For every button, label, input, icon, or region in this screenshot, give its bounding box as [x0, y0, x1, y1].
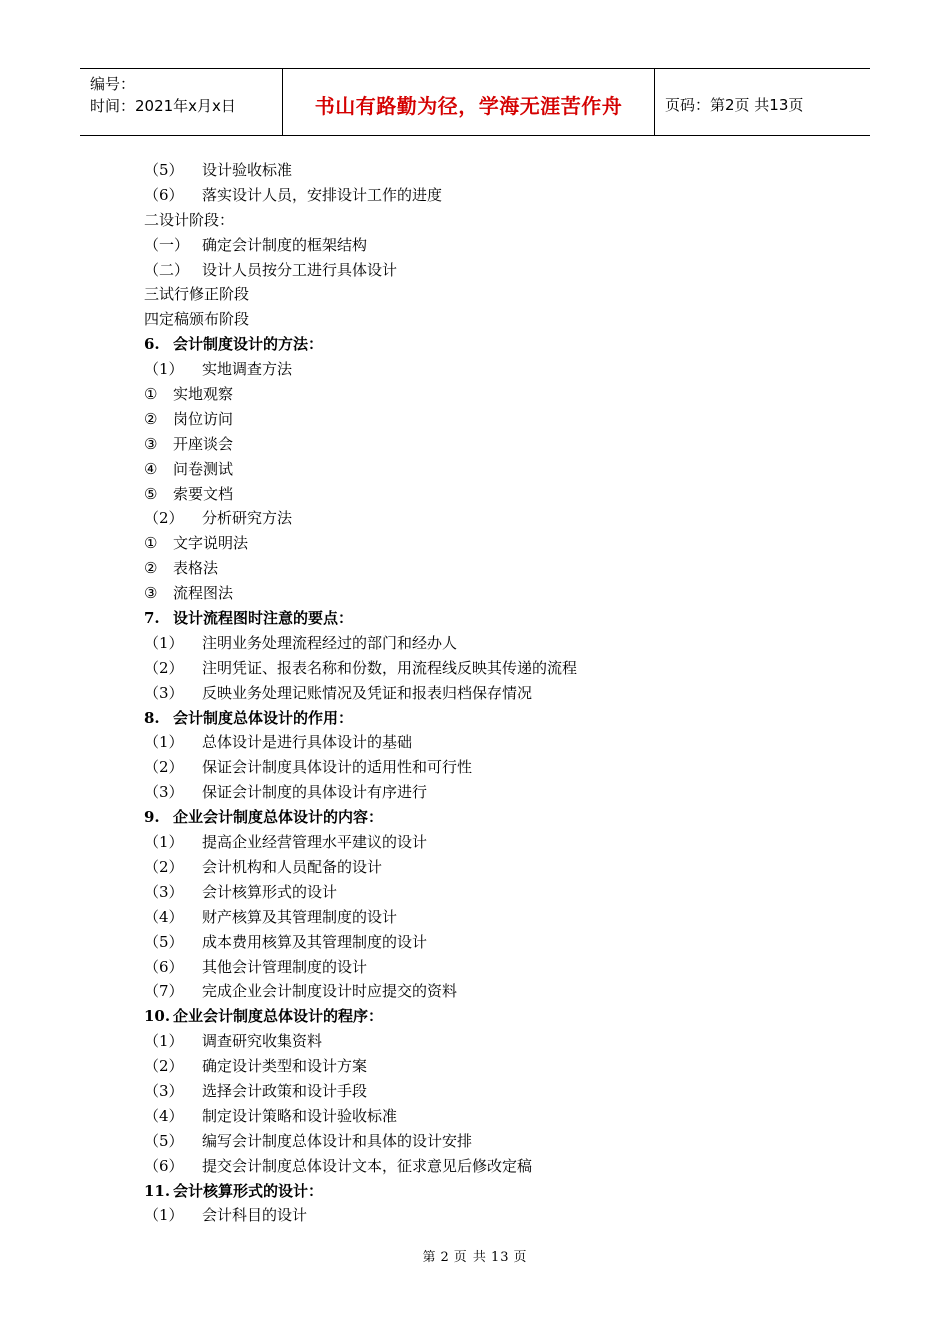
item-text: 选择会计政策和设计手段 [202, 1081, 368, 1100]
header-info-cell [80, 69, 283, 135]
item-text: 其他会计管理制度的设计 [202, 957, 368, 976]
item-text: 流程图法 [173, 584, 234, 603]
item-number: （2） [144, 509, 184, 528]
item-number: （1） [144, 1032, 184, 1051]
item-number: 7. [144, 609, 160, 628]
item-text: 岗位访问 [173, 409, 234, 428]
item-text: 表格法 [173, 559, 219, 578]
item-number: （3） [144, 783, 184, 802]
item-number: （1） [144, 833, 184, 852]
list-item [144, 382, 864, 407]
list-item [144, 681, 864, 706]
item-text: 会计机构和人员配备的设计 [202, 857, 383, 876]
section-heading [144, 706, 864, 731]
list-item [144, 1079, 864, 1104]
item-text: 文字说明法 [173, 534, 249, 553]
list-item [144, 183, 864, 208]
list-item [144, 855, 864, 880]
list-item [144, 1154, 864, 1179]
item-text: 会计核算形式的设计： [173, 1181, 324, 1200]
item-text: 企业会计制度总体设计的内容： [173, 808, 384, 827]
item-number: 10. [144, 1007, 171, 1026]
item-text: 注明凭证、报表名称和份数，用流程线反映其传递的流程 [202, 658, 578, 677]
item-number: 9. [144, 808, 160, 827]
stage-line [144, 208, 864, 233]
item-text: 实地观察 [173, 385, 234, 404]
item-text: 会计制度设计的方法： [173, 335, 324, 354]
section-heading [144, 805, 864, 830]
list-item [144, 905, 864, 930]
item-number: ④ [144, 459, 158, 478]
item-text: 分析研究方法 [202, 509, 293, 528]
item-text: 四定稿颁布阶段 [144, 310, 250, 329]
list-item [144, 780, 864, 805]
item-text: 三试行修正阶段 [144, 285, 250, 304]
list-item [144, 656, 864, 681]
item-text: 企业会计制度总体设计的程序： [173, 1007, 384, 1026]
item-number: （6） [144, 957, 184, 976]
item-number: （1） [144, 360, 184, 379]
item-number: 11. [144, 1181, 171, 1200]
item-number: （1） [144, 1206, 184, 1225]
list-item [144, 258, 864, 283]
item-text: 实地调查方法 [202, 360, 293, 379]
item-number: ③ [144, 434, 158, 453]
list-item [144, 1203, 864, 1228]
item-number: （3） [144, 683, 184, 702]
item-number: ① [144, 534, 158, 553]
list-item [144, 1054, 864, 1079]
item-text: 会计科目的设计 [202, 1206, 308, 1225]
stage-line [144, 307, 864, 332]
section-heading [144, 606, 864, 631]
item-number: 6. [144, 335, 160, 354]
footer-suffix: 页 [513, 1250, 528, 1265]
item-text: 成本费用核算及其管理制度的设计 [202, 932, 428, 951]
list-item [144, 556, 864, 581]
item-number: （1） [144, 633, 184, 652]
list-item [144, 1104, 864, 1129]
item-text: 问卷测试 [173, 459, 234, 478]
list-item [144, 457, 864, 482]
item-text: 确定设计类型和设计方案 [202, 1057, 368, 1076]
section-heading [144, 1179, 864, 1204]
list-item [144, 1029, 864, 1054]
item-text: 保证会计制度的具体设计有序进行 [202, 783, 428, 802]
header-page-cell [655, 69, 870, 135]
item-text: 会计核算形式的设计 [202, 882, 338, 901]
item-text: 完成企业会计制度设计时应提交的资料 [202, 982, 458, 1001]
list-item [144, 830, 864, 855]
list-item [144, 631, 864, 656]
list-item [144, 158, 864, 183]
list-item [144, 955, 864, 980]
page-number-label: 页码：第2页 共13页 [665, 95, 804, 114]
page-footer [0, 1246, 950, 1265]
list-item [144, 730, 864, 755]
item-number: （4） [144, 907, 184, 926]
item-text: 设计人员按分工进行具体设计 [202, 260, 398, 279]
item-text: 提高企业经营管理水平建议的设计 [202, 833, 428, 852]
list-item [144, 979, 864, 1004]
item-number: （5） [144, 932, 184, 951]
item-number: （2） [144, 658, 184, 677]
footer-total-pages: 13 [490, 1250, 510, 1265]
item-number: （2） [144, 1057, 184, 1076]
item-number: （2） [144, 758, 184, 777]
item-number: （2） [144, 857, 184, 876]
list-item [144, 531, 864, 556]
item-number: （二） [144, 260, 190, 279]
item-text: 索要文档 [173, 484, 234, 503]
list-item [144, 407, 864, 432]
item-number: （3） [144, 1081, 184, 1100]
header-motto-cell [283, 69, 655, 135]
item-text: 财产核算及其管理制度的设计 [202, 907, 398, 926]
item-text: 会计制度总体设计的作用： [173, 708, 354, 727]
footer-mid: 页 共 [453, 1250, 487, 1265]
item-text: 提交会计制度总体设计文本，征求意见后修改定稿 [202, 1156, 533, 1175]
item-number: （6） [144, 1156, 184, 1175]
item-text: 设计验收标准 [202, 161, 293, 179]
item-text: 确定会计制度的框架结构 [202, 235, 368, 254]
item-text: 反映业务处理记账情况及凭证和报表归档保存情况 [202, 683, 533, 702]
item-number: ⑤ [144, 484, 158, 503]
item-number: （5） [144, 1131, 184, 1150]
document-header [80, 68, 870, 136]
section-heading [144, 1004, 864, 1029]
list-item [144, 506, 864, 531]
item-number: 8. [144, 708, 160, 727]
list-item [144, 581, 864, 606]
footer-page-number: 2 [440, 1250, 450, 1265]
item-number: （1） [144, 733, 184, 752]
date-label: 时间：2021年x月x日 [90, 97, 236, 115]
list-item [144, 755, 864, 780]
item-number: （4） [144, 1106, 184, 1125]
item-number: ② [144, 409, 158, 428]
item-number: （7） [144, 982, 184, 1001]
item-text: 注明业务处理流程经过的部门和经办人 [202, 633, 458, 652]
item-text: 设计流程图时注意的要点： [173, 609, 354, 628]
list-item [144, 930, 864, 955]
list-item [144, 233, 864, 258]
item-text: 落实设计人员，安排设计工作的进度 [202, 185, 443, 204]
stage-line [144, 282, 864, 307]
item-text: 制定设计策略和设计验收标准 [202, 1106, 398, 1125]
item-text: 总体设计是进行具体设计的基础 [202, 733, 413, 752]
item-number: （3） [144, 882, 184, 901]
footer-prefix: 第 [422, 1250, 437, 1265]
serial-number-label: 编号： [90, 75, 136, 93]
list-item [144, 880, 864, 905]
item-text: 编写会计制度总体设计和具体的设计安排 [202, 1131, 473, 1150]
item-number: （一） [144, 235, 190, 254]
item-text: 开座谈会 [173, 434, 234, 453]
item-text: 保证会计制度具体设计的适用性和可行性 [202, 758, 473, 777]
item-number: ③ [144, 584, 158, 603]
list-item [144, 482, 864, 507]
item-text: 调查研究收集资料 [202, 1032, 323, 1051]
item-number: ② [144, 559, 158, 578]
item-text: 二设计阶段： [144, 210, 235, 229]
item-number: （6） [144, 185, 184, 204]
motto-text: 书山有路勤为径，学海无涯苦作舟 [314, 93, 623, 118]
list-item [144, 357, 864, 382]
list-item [144, 432, 864, 457]
document-body [144, 158, 864, 1228]
item-number: （5） [144, 161, 184, 179]
item-number: ① [144, 385, 158, 404]
list-item [144, 1129, 864, 1154]
section-heading [144, 332, 864, 357]
